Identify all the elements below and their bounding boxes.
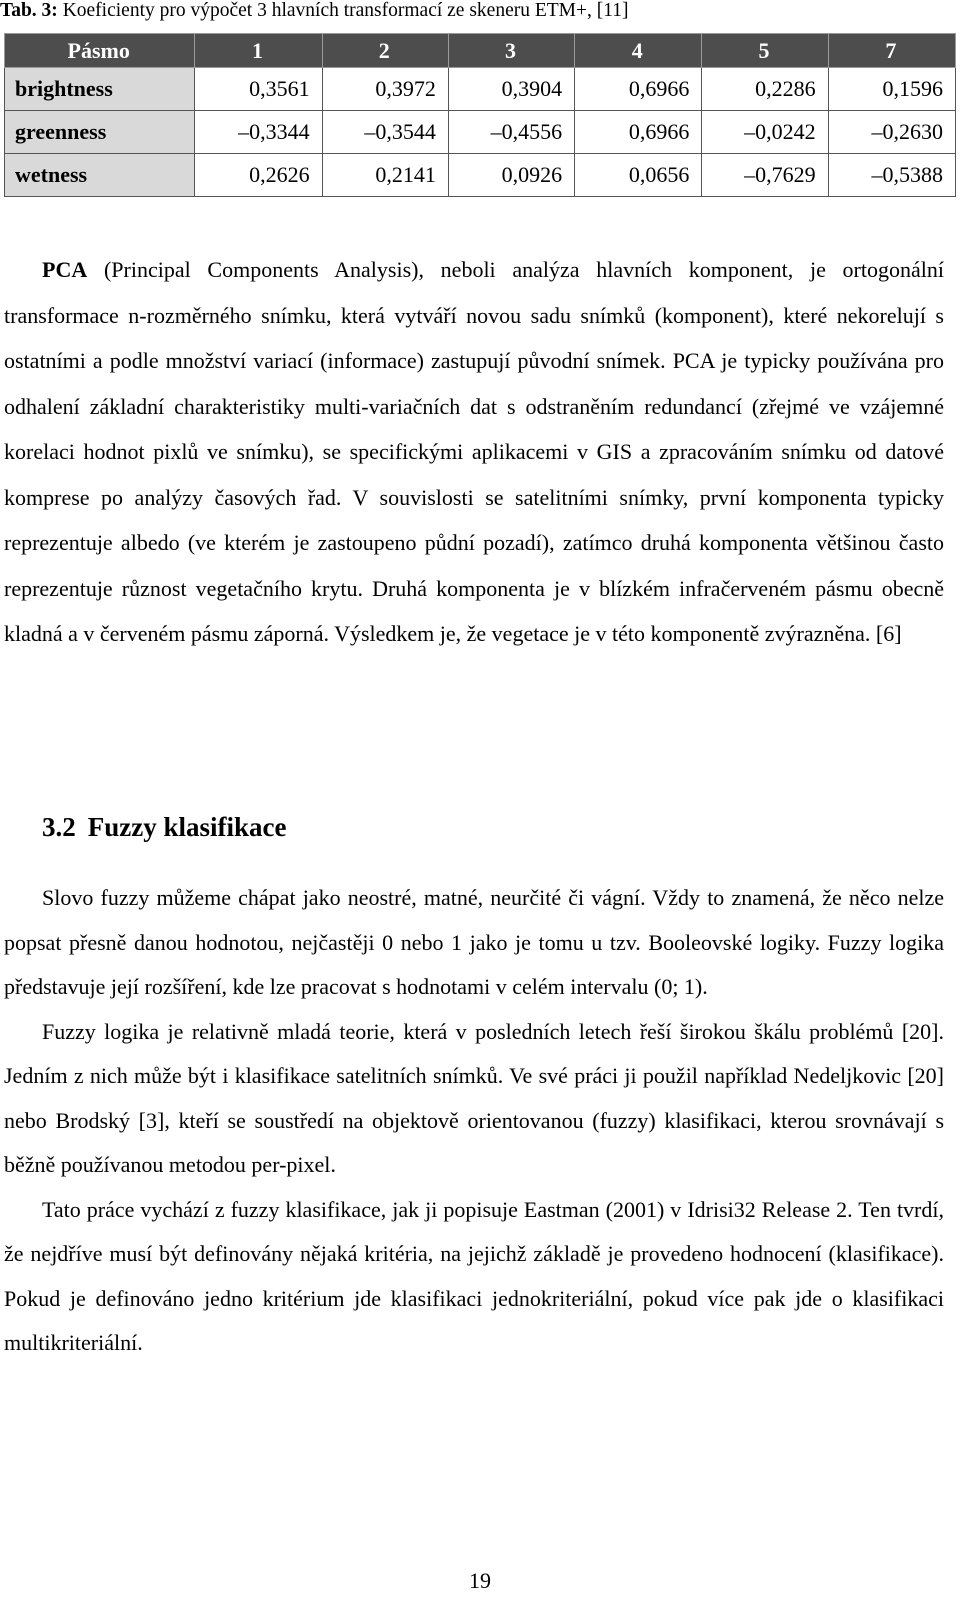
paragraph: Slovo fuzzy můžeme chápat jako neostré, matné, neurčité či vágní. Vždy to znamená, že něco nelze popsat přesně danou hodnotou, nejčastěji 0 nebo 1 jako je tomu u tzv. Booleovské logiky. Fuzzy logika představuje její rozšíření, kde lze pracovat s hodnotami v celém intervalu (0; 1). [4, 885, 944, 999]
header-cell: 1 [195, 34, 322, 68]
pca-paragraph-text: (Principal Components Analysis), neboli analýza hlavních komponent, je ortogonální transformace n-rozměrného snímku, která vytváří novou sadu snímků (komponent), které nekorelují s ostatními a podle množství variací (informace) zastupují původní snímek. PCA je typicky používána pro odhalení základní charakteristiky multi-variačních dat s odstraněním redundancí (zřejmé ve vzájemné korelaci hodnot pixlů ve snímku), se specifickými aplikacemi v GIS a zpracováním snímku od datové komprese po analýzy časových řad. V souvislosti se satelitními snímky, první komponenta typicky reprezentuje albedo (ve kterém je zastoupeno půdní pozadí), zatímco druhá komponenta většinou často reprezentuje různost vegetačního krytu. Druhá komponenta je v blízkém infračerveném pásmu obecně kladná a v červeném pásmu záporná. Výsledkem je, že vegetace je v této komponentě zvýrazněna. [6] [4, 257, 944, 646]
table-header-row [5, 34, 956, 68]
table-cell: 0,2286 [702, 68, 828, 111]
table-cell: –0,4556 [448, 111, 574, 154]
table-cell: 0,6966 [575, 68, 702, 111]
table-cell: –0,7629 [702, 154, 828, 197]
row-header-cell: greenness [5, 111, 195, 154]
table-cell: 0,6966 [575, 111, 702, 154]
table-caption-label: Tab. 3: [0, 0, 58, 21]
table-cell: –0,3344 [195, 111, 322, 154]
table-cell: –0,2630 [828, 111, 955, 154]
pca-section [4, 247, 944, 657]
table-cell: 0,0926 [448, 154, 574, 197]
table-cell: –0,0242 [702, 111, 828, 154]
header-cell: Pásmo [5, 34, 195, 68]
section-heading [42, 812, 286, 843]
header-cell: 7 [828, 34, 955, 68]
section-number: 3.2 [42, 812, 76, 842]
pca-term: PCA [42, 257, 88, 282]
table-row [5, 154, 956, 197]
header-cell: 5 [702, 34, 828, 68]
paragraph: Fuzzy logika je relativně mladá teorie, která v posledních letech řeší širokou škálu problémů [20]. Jedním z nich může být i klasifikace satelitních snímků. Ve své práci ji použil například Nedeljkovic [20] nebo Brodský [3], kteří se soustředí na objektově orientovanou (fuzzy) klasifikaci, kterou srovnávají s běžně používanou metodou per-pixel. [4, 1018, 944, 1177]
table-row [5, 68, 956, 111]
paragraph: Tato práce vychází z fuzzy klasifikace, jak ji popisuje Eastman (2001) v Idrisi32 Release 2. Ten tvrdí, že nejdříve musí být definovány nějaká kritéria, na jejichž základě je provedeno hodnocení (klasifikace). Pokud je definováno jedno kritérium jde klasifikaci jednokriteriální, pokud více pak jde o klasifikaci multikriteriální. [4, 1196, 944, 1355]
table-cell: 0,3904 [448, 68, 574, 111]
section-title: Fuzzy klasifikace [87, 812, 287, 842]
coefficient-table [4, 33, 956, 197]
table-cell: –0,5388 [828, 154, 955, 197]
header-cell: 4 [575, 34, 702, 68]
table-cell: –0,3544 [322, 111, 448, 154]
header-cell: 3 [448, 34, 574, 68]
header-cell: 2 [322, 34, 448, 68]
table-caption [0, 0, 629, 22]
table-cell: 0,3561 [195, 68, 322, 111]
table-cell: 0,2141 [322, 154, 448, 197]
table-cell: 0,3972 [322, 68, 448, 111]
pca-paragraph [4, 247, 944, 657]
table-cell: 0,1596 [828, 68, 955, 111]
row-header-cell: wetness [5, 154, 195, 197]
table-row [5, 111, 956, 154]
fuzzy-section [4, 876, 944, 1366]
table-caption-text: Koeficienty pro výpočet 3 hlavních transformací ze skeneru ETM+, [11] [62, 0, 629, 21]
row-header-cell: brightness [5, 68, 195, 111]
page-number: 19 [469, 1568, 491, 1593]
table-cell: 0,2626 [195, 154, 322, 197]
table-cell: 0,0656 [575, 154, 702, 197]
